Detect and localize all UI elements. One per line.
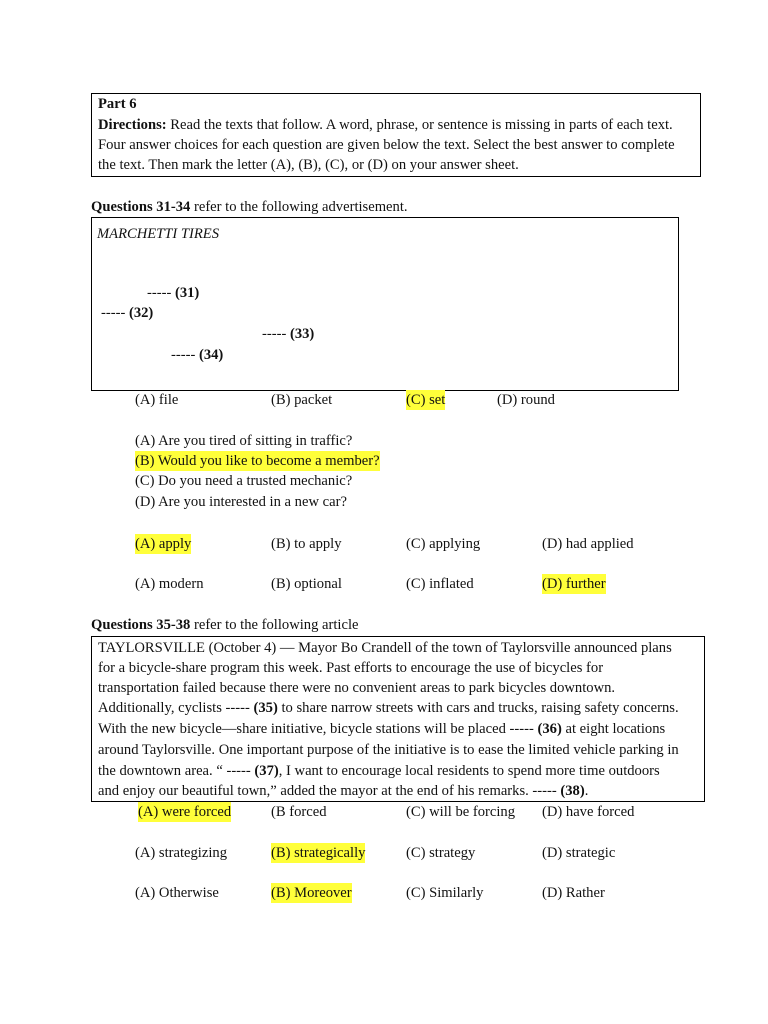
article-box: [91, 636, 705, 802]
article-line-2: for a bicycle-share program this week. Past efforts to encourage the use of bicycles for: [98, 660, 604, 676]
q33-option-b[interactable]: (B) to apply: [271, 536, 342, 552]
q34-option-c[interactable]: (C) inflated: [406, 576, 474, 592]
q37-option-d[interactable]: (D) Rather: [542, 885, 605, 901]
directions-line-3: the text. Then mark the letter (A), (B), (C), or (D) on your answer sheet.: [98, 157, 519, 173]
q32-option-c[interactable]: (C) Do you need a trusted mechanic?: [135, 473, 353, 489]
questions-35-38-heading: Questions 35-38 refer to the following article: [91, 617, 359, 633]
blank-33: ----- (33): [262, 326, 315, 342]
ad-title: MARCHETTI TIRES: [97, 226, 220, 242]
q37-option-a[interactable]: (A) Otherwise: [135, 885, 219, 901]
article-line-3: transportation failed because there were no convenient areas to park bicycles downtown.: [98, 680, 616, 696]
q31-option-d[interactable]: (D) round: [497, 392, 555, 408]
q31-option-b[interactable]: (B) packet: [271, 392, 333, 408]
questions-31-34-heading: Questions 31-34 refer to the following advertisement.: [91, 199, 408, 215]
blank-32: ----- (32): [101, 305, 154, 321]
part-title: Part 6: [98, 96, 137, 112]
q31-option-c-highlighted[interactable]: (C) set: [406, 392, 446, 408]
article-line-8: and enjoy our beautiful town,” added the mayor at the end of his remarks. ----- (38).: [98, 783, 589, 799]
q35-option-b[interactable]: (B forced: [271, 804, 327, 820]
article-line-1: TAYLORSVILLE (October 4) — Mayor Bo Crandell of the town of Taylorsville announced plans: [98, 640, 672, 656]
q32-option-d[interactable]: (D) Are you interested in a new car?: [135, 494, 347, 510]
q36-option-c[interactable]: (C) strategy: [406, 845, 476, 861]
q31-option-a[interactable]: (A) file: [135, 392, 179, 408]
q34-option-d-highlighted[interactable]: (D) further: [542, 576, 606, 592]
q34-option-a[interactable]: (A) modern: [135, 576, 204, 592]
article-line-7: the downtown area. “ ----- (37), I want to encourage local residents to spend more time outdoors: [98, 763, 660, 779]
q35-option-c[interactable]: (C) will be forcing: [406, 804, 516, 820]
q33-option-c[interactable]: (C) applying: [406, 536, 481, 552]
blank-31: ----- (31): [147, 285, 200, 301]
directions-label: Directions:: [98, 117, 167, 133]
blank-34: ----- (34): [171, 347, 224, 363]
q37-option-b-highlighted[interactable]: (B) Moreover: [271, 885, 352, 901]
q34-option-b[interactable]: (B) optional: [271, 576, 342, 592]
directions-box: [91, 93, 701, 177]
advertisement-box: [91, 217, 679, 391]
directions-line-1: Directions: Read the texts that follow. A word, phrase, or sentence is missing in parts of each text.: [98, 117, 673, 133]
q35-option-d[interactable]: (D) have forced: [542, 804, 635, 820]
q32-option-b-highlighted[interactable]: (B) Would you like to become a member?: [135, 453, 380, 469]
article-line-5: With the new bicycle—share initiative, bicycle stations will be placed ----- (36) at eight locations: [98, 721, 666, 737]
article-line-4: Additionally, cyclists ----- (35) to share narrow streets with cars and trucks, raising safety concerns.: [98, 700, 679, 716]
q36-option-d[interactable]: (D) strategic: [542, 845, 616, 861]
q33-option-d[interactable]: (D) had applied: [542, 536, 634, 552]
q36-option-a[interactable]: (A) strategizing: [135, 845, 227, 861]
directions-line-2: Four answer choices for each question are given below the text. Select the best answer to complete: [98, 137, 675, 153]
q33-option-a-highlighted[interactable]: (A) apply: [135, 536, 192, 552]
q32-option-a[interactable]: (A) Are you tired of sitting in traffic?: [135, 433, 353, 449]
q36-option-b-highlighted[interactable]: (B) strategically: [271, 845, 366, 861]
q35-option-a-highlighted[interactable]: (A) were forced: [138, 804, 232, 820]
article-line-6: around Taylorsville. One important purpose of the initiative is to ease the limited vehicle parking in: [98, 742, 679, 758]
q37-option-c[interactable]: (C) Similarly: [406, 885, 484, 901]
